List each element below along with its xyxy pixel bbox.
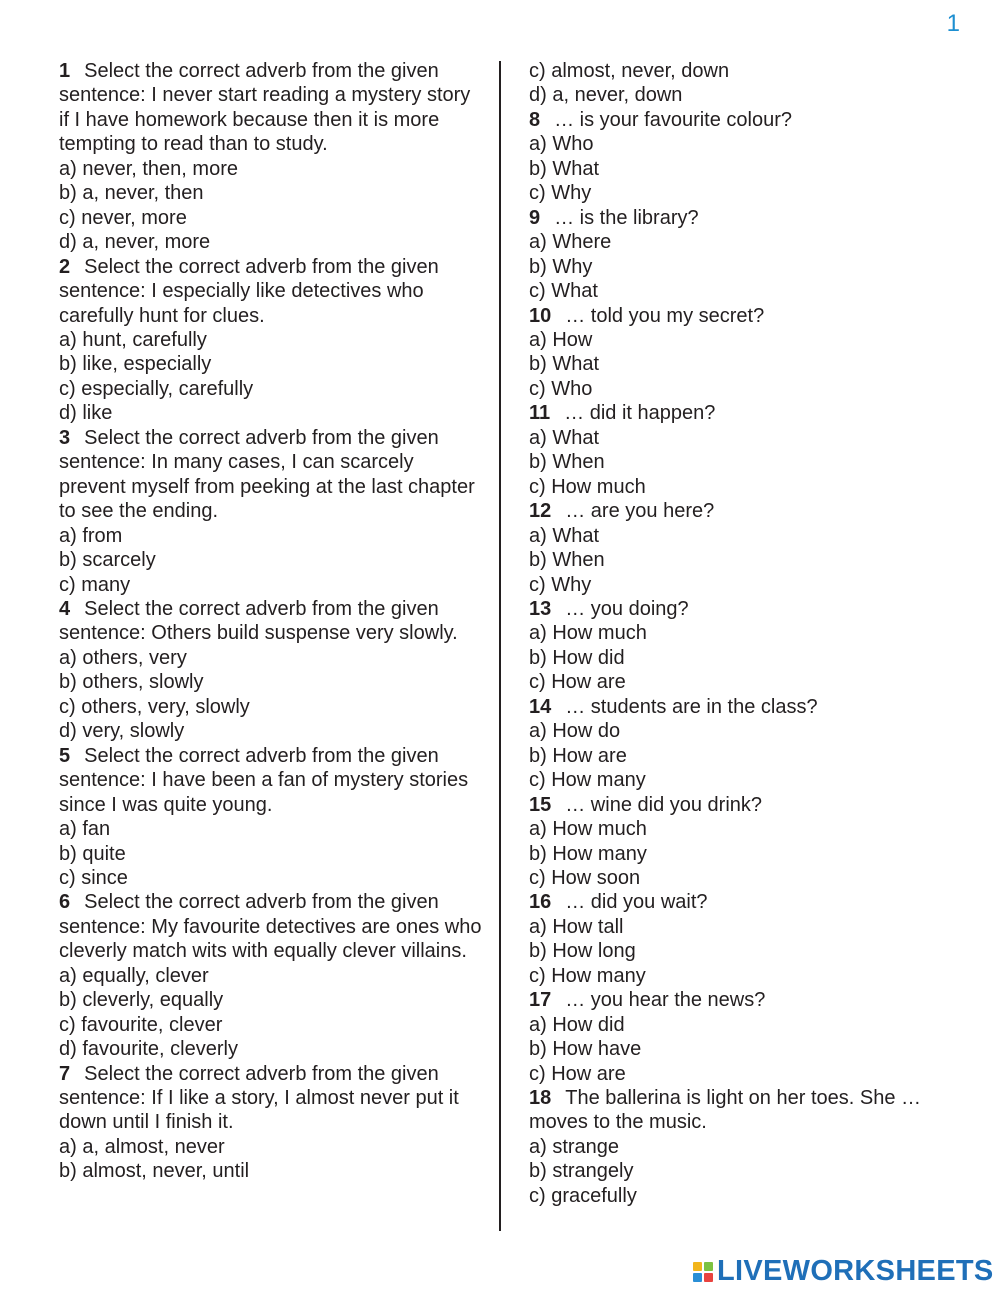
answer-option[interactable]: c) Why bbox=[529, 573, 592, 596]
question bbox=[529, 1086, 969, 1135]
answer-option[interactable]: b) quite bbox=[59, 842, 126, 865]
answer-option[interactable]: c) many bbox=[59, 573, 131, 596]
answer-option[interactable]: b) How are bbox=[529, 744, 627, 767]
question-number: 15 bbox=[529, 793, 552, 816]
question-text: Select the correct adverb from the given sentence: I never start reading a mystery story if I have homework because then it is more tempting to read than to study. bbox=[59, 60, 471, 156]
page-number: 1 bbox=[946, 10, 960, 37]
question-number: 6 bbox=[59, 891, 71, 914]
question-text: The ballerina is light on her toes. She … moves to the music. bbox=[529, 1087, 922, 1134]
answer-option[interactable]: d) like bbox=[59, 402, 113, 425]
answer-option[interactable]: c) Why bbox=[529, 182, 592, 205]
answer-option[interactable]: c) almost, never, down bbox=[529, 60, 730, 82]
answer-option[interactable]: d) favourite, cleverly bbox=[59, 1038, 238, 1061]
question bbox=[59, 890, 484, 963]
question-number: 1 bbox=[59, 60, 71, 82]
question-text: … you doing? bbox=[565, 597, 689, 620]
answer-option[interactable]: a) How tall bbox=[529, 915, 624, 938]
right-question-column bbox=[529, 59, 969, 1208]
question bbox=[59, 426, 484, 524]
question bbox=[529, 108, 969, 132]
question bbox=[59, 255, 484, 328]
question-number: 16 bbox=[529, 891, 552, 914]
question-number: 2 bbox=[59, 255, 71, 278]
question-number: 11 bbox=[529, 402, 551, 425]
answer-option[interactable]: a) How much bbox=[529, 622, 647, 645]
question-text: Select the correct adverb from the given sentence: In many cases, I can scarcely prevent myself from peeking at the last chapter to see the ending. bbox=[59, 426, 475, 523]
answer-option[interactable]: a) fan bbox=[59, 818, 111, 841]
question-number: 12 bbox=[529, 500, 552, 523]
continued-options bbox=[529, 59, 969, 108]
left-question-column bbox=[59, 59, 484, 1184]
answer-option[interactable]: b) scarcely bbox=[59, 549, 156, 572]
answer-option[interactable]: c) How are bbox=[529, 671, 626, 694]
answer-option[interactable]: b) When bbox=[529, 451, 605, 474]
question-number: 5 bbox=[59, 744, 71, 767]
answer-option[interactable]: c) How many bbox=[529, 769, 646, 792]
question bbox=[529, 304, 969, 328]
answer-option[interactable]: c) What bbox=[529, 280, 598, 303]
question bbox=[529, 597, 969, 621]
question-text: … you hear the news? bbox=[565, 989, 766, 1012]
question bbox=[529, 206, 969, 230]
question-text: … did you wait? bbox=[565, 891, 708, 914]
answer-option[interactable]: d) very, slowly bbox=[59, 720, 185, 743]
answer-option[interactable]: b) How did bbox=[529, 646, 625, 669]
question-number: 3 bbox=[59, 426, 71, 449]
answer-option[interactable]: a) How bbox=[529, 328, 593, 351]
answer-option[interactable]: b) What bbox=[529, 353, 600, 376]
answer-option[interactable]: a) hunt, carefully bbox=[59, 328, 207, 351]
question bbox=[59, 744, 484, 817]
question-text: … wine did you drink? bbox=[565, 793, 763, 816]
liveworksheets-logo bbox=[693, 1255, 994, 1288]
question-text: Select the correct adverb from the given sentence: If I like a story, I almost never put it down until I finish it. bbox=[59, 1062, 459, 1134]
answer-option[interactable]: c) gracefully bbox=[529, 1184, 637, 1207]
answer-option[interactable]: b) When bbox=[529, 549, 605, 572]
question bbox=[59, 597, 484, 646]
question-number: 13 bbox=[529, 597, 552, 620]
answer-option[interactable]: b) What bbox=[529, 157, 600, 180]
question bbox=[59, 1062, 484, 1135]
answer-option[interactable]: a) What bbox=[529, 524, 600, 547]
logo-text: LIVEWORKSHEETS bbox=[717, 1255, 994, 1287]
answer-option[interactable]: c) since bbox=[59, 866, 128, 889]
answer-option[interactable]: a) strange bbox=[529, 1135, 620, 1158]
question-text: … is the library? bbox=[554, 206, 699, 229]
answer-option[interactable]: c) favourite, clever bbox=[59, 1013, 223, 1036]
answer-option[interactable]: b) How many bbox=[529, 842, 647, 865]
question-number: 8 bbox=[529, 108, 541, 131]
column-divider bbox=[499, 61, 501, 1231]
answer-option[interactable]: b) like, especially bbox=[59, 353, 212, 376]
question-text: Select the correct adverb from the given sentence: I have been a fan of mystery stories since I was quite young. bbox=[59, 744, 469, 816]
answer-option[interactable]: d) a, never, down bbox=[529, 84, 683, 107]
answer-option[interactable]: a) Who bbox=[529, 133, 594, 156]
answer-option[interactable]: a) equally, clever bbox=[59, 964, 209, 987]
answer-option[interactable]: b) How have bbox=[529, 1038, 642, 1061]
question-text: … told you my secret? bbox=[565, 304, 765, 327]
question bbox=[529, 401, 969, 425]
answer-option[interactable]: b) almost, never, until bbox=[59, 1160, 250, 1183]
question-number: 7 bbox=[59, 1062, 71, 1085]
answer-option[interactable]: c) Who bbox=[529, 377, 593, 400]
question-number: 10 bbox=[529, 304, 552, 327]
answer-option[interactable]: a) How did bbox=[529, 1013, 625, 1036]
answer-option[interactable]: a) a, almost, never bbox=[59, 1135, 225, 1158]
answer-option[interactable]: c) others, very, slowly bbox=[59, 695, 250, 718]
answer-option[interactable]: c) never, more bbox=[59, 206, 187, 229]
answer-option[interactable]: c) How soon bbox=[529, 866, 641, 889]
question-number: 4 bbox=[59, 597, 71, 620]
answer-option[interactable]: c) How much bbox=[529, 475, 646, 498]
answer-option[interactable]: a) from bbox=[59, 524, 123, 547]
answer-option[interactable]: c) How many bbox=[529, 964, 646, 987]
question-number: 9 bbox=[529, 206, 541, 229]
question-text: … did it happen? bbox=[564, 402, 716, 425]
answer-option[interactable]: b) a, never, then bbox=[59, 182, 204, 205]
answer-option[interactable]: a) never, then, more bbox=[59, 157, 238, 180]
question-text: Select the correct adverb from the given sentence: I especially like detectives who carefully hunt for clues. bbox=[59, 255, 439, 327]
answer-option[interactable]: a) How do bbox=[529, 720, 621, 743]
question-number: 17 bbox=[529, 989, 552, 1012]
question-text: … are you here? bbox=[565, 500, 715, 523]
question-text: … is your favourite colour? bbox=[554, 108, 793, 131]
answer-option[interactable]: a) How much bbox=[529, 818, 647, 841]
answer-option[interactable]: d) a, never, more bbox=[59, 231, 211, 254]
answer-option[interactable]: b) Why bbox=[529, 255, 593, 278]
answer-option[interactable]: b) others, slowly bbox=[59, 671, 204, 694]
answer-option[interactable]: b) cleverly, equally bbox=[59, 989, 224, 1012]
question-text: Select the correct adverb from the given sentence: Others build suspense very slowly. bbox=[59, 597, 458, 645]
answer-option[interactable]: c) How are bbox=[529, 1062, 626, 1085]
answer-option[interactable]: a) others, very bbox=[59, 646, 187, 669]
question bbox=[529, 988, 969, 1012]
answer-option[interactable]: c) especially, carefully bbox=[59, 377, 254, 400]
logo-tiles-icon bbox=[693, 1262, 713, 1282]
question-number: 18 bbox=[529, 1087, 552, 1110]
question bbox=[529, 499, 969, 523]
answer-option[interactable]: a) What bbox=[529, 426, 600, 449]
question bbox=[529, 793, 969, 817]
question bbox=[59, 59, 484, 157]
answer-option[interactable]: b) How long bbox=[529, 940, 636, 963]
question bbox=[529, 695, 969, 719]
question-text: Select the correct adverb from the given sentence: My favourite detectives are ones who cleverly match wits with equally clever villains. bbox=[59, 891, 482, 963]
question bbox=[529, 890, 969, 914]
answer-option[interactable]: b) strangely bbox=[529, 1160, 634, 1183]
question-text: … students are in the class? bbox=[565, 695, 818, 718]
question-number: 14 bbox=[529, 695, 552, 718]
answer-option[interactable]: a) Where bbox=[529, 231, 612, 254]
